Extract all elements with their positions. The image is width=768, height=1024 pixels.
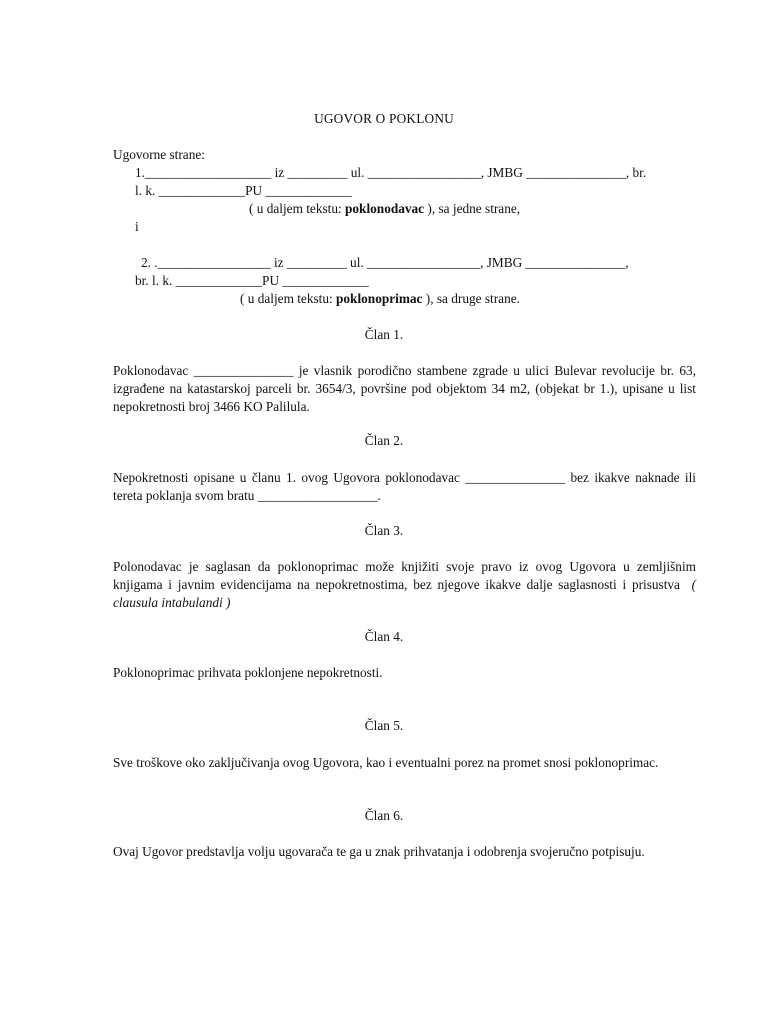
article-3-body: Polonodavac je saglasan da poklonoprimac može knjižiti svoje pravo iz ovog Ugovora u zemljišnim knjigama i javnim evidencijama na nepokretnostima, bez njegove ikakve dalje saglasnosti i prisustva xyxy=(113,559,696,592)
article-5-heading: Član 5. xyxy=(364,718,404,733)
party-2-role-prefix: ( u daljem tekstu: xyxy=(240,291,337,306)
party-1-line-1: 1.___________________ iz _________ ul. _________________, JMBG _______________, br. xyxy=(135,165,647,180)
party-2-line-1: 2. ._________________ iz _________ ul. _________________, JMBG _______________, xyxy=(141,255,629,270)
article-2-heading: Član 2. xyxy=(364,433,404,448)
document-title: UGOVOR O POKLONU xyxy=(314,111,454,126)
party-1-role-prefix: ( u daljem tekstu: xyxy=(249,201,346,216)
party-1-line-2: l. k. _____________PU _____________ xyxy=(135,183,352,198)
party-1-role-suffix: ), sa jedne strane, xyxy=(424,201,521,216)
article-2-text: Nepokretnosti opisane u članu 1. ovog Ugovora poklonodavac _______________ bez ikakve naknade ili tereta poklanja svom bratu __________________. xyxy=(113,470,696,503)
party-2-line-2: br. l. k. _____________PU _____________ xyxy=(135,273,369,288)
article-3-clause: ( clausula intabulandi ) xyxy=(113,577,697,610)
party-2-role-suffix: ), sa druge strane. xyxy=(422,291,520,306)
parties-heading: Ugovorne strane: xyxy=(113,147,205,162)
party-1-role xyxy=(249,200,520,218)
party-2-role-name: poklonoprimac xyxy=(336,291,423,306)
article-6-heading: Član 6. xyxy=(364,808,404,823)
conjunction-and: i xyxy=(135,219,139,234)
article-1-heading: Član 1. xyxy=(364,327,404,342)
article-6-text: Ovaj Ugovor predstavlja volju ugovarača te ga u znak prihvatanja i odobrenja svojeručno potpisuju. xyxy=(113,844,645,859)
party-1-role-name: poklonodavac xyxy=(345,201,425,216)
article-4-heading: Član 4. xyxy=(364,629,404,644)
article-1-text: Poklonodavac _______________ je vlasnik porodično stambene zgrade u ulici Bulevar revolucije br. 63, izgrađene na katastarskoj parceli br. 3654/3, površine pod objektom 34 m2, (objekat br 1.), upisane u list nepokretnosti broj 3466 KO Palilula. xyxy=(113,363,696,414)
article-4-text: Poklonoprimac prihvata poklonjene nepokretnosti. xyxy=(113,665,383,680)
article-5-text: Sve troškove oko zaključivanja ovog Ugovora, kao i eventualni porez na promet snosi poklonoprimac. xyxy=(113,755,659,770)
article-3-heading: Član 3. xyxy=(364,523,404,538)
party-2-role xyxy=(240,290,520,308)
article-3-text xyxy=(113,558,696,612)
